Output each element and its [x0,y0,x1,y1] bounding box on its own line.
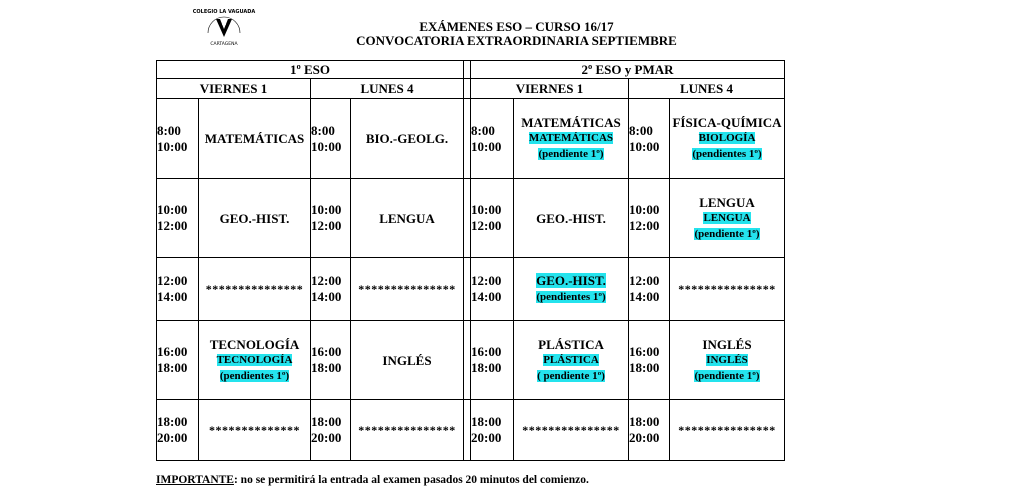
time-slot [311,258,351,321]
start-time: 16:00 [311,344,342,359]
time-slot [311,99,351,179]
time-slot [629,321,670,400]
time-slot [629,179,670,258]
exam-subject-cell [514,179,629,258]
day-header: VIERNES 1 [157,79,311,99]
start-time: 12:00 [311,273,342,288]
time-slot [471,321,514,400]
no-exam-placeholder: *************** [358,422,456,437]
subject-name: PLÁSTICA [538,336,604,352]
important-note [156,474,589,486]
exam-subject-cell [199,321,311,400]
note-text: : no se permitirá la entrada al examen pasados 20 minutos del comienzo. [233,474,589,486]
subject-name: LENGUA [379,210,435,226]
note-label: IMPORTANTE [156,474,234,486]
schedule-row [157,258,785,321]
no-exam-placeholder: ************** [209,422,300,437]
schedule-row [157,179,785,258]
time-slot [157,179,199,258]
start-time: 8:00 [157,122,181,138]
no-exam-placeholder: *************** [205,281,304,296]
end-time: 10:00 [311,138,342,154]
end-time: 12:00 [471,218,502,233]
pending-subject-highlight: MATEMÁTICAS [528,132,614,144]
pending-note: (pendiente 1º) [538,148,604,160]
exam-subject-cell [351,99,464,179]
start-time: 10:00 [311,202,342,217]
pending-subject-highlight: TECNOLOGÍA [216,353,293,366]
group-header-1eso: 1º ESO [157,61,464,79]
start-time: 16:00 [157,344,188,359]
time-slot [471,99,514,179]
exam-subject-cell [514,99,629,179]
time-slot [629,258,670,321]
time-slot [311,400,351,461]
start-time: 16:00 [471,344,502,359]
pending-note: ( pendiente 1º) [537,369,605,382]
subject-name: MATEMÁTICAS [204,131,305,146]
start-time: 10:00 [471,202,502,217]
time-slot [157,99,199,179]
group-header-2eso: 2º ESO y PMAR [471,61,785,79]
subject-name: TECNOLOGÍA [209,336,300,352]
day-header: LUNES 4 [311,79,464,99]
exam-subject-cell [199,99,311,179]
subject-name: INGLÉS [382,352,432,368]
pending-note: (pendiente 1º) [694,227,760,240]
time-slot [311,321,351,400]
exam-subject-cell [514,258,629,321]
pending-subject-highlight: BIOLOGÍA [698,132,756,144]
exam-subject-cell [670,179,785,258]
end-time: 10:00 [157,138,188,154]
end-time: 20:00 [311,430,342,445]
end-time: 14:00 [471,289,502,304]
subject-name: GEO.-HIST. [219,210,290,226]
subject-name: GEO.-HIST. [536,210,606,226]
start-time: 12:00 [471,273,502,288]
exam-subject-cell [351,179,464,258]
start-time: 12:00 [157,273,188,288]
end-time: 12:00 [311,218,342,233]
day-header: LUNES 4 [629,79,785,99]
end-time: 10:00 [629,138,660,154]
end-time: 18:00 [311,360,342,375]
time-slot [157,400,199,461]
exam-subject-cell [199,258,311,321]
pending-note: (pendientes 1º) [219,369,290,382]
no-exam-placeholder: *************** [678,422,776,437]
document-title: EXÁMENES ESO – CURSO 16/17 [419,19,614,34]
exam-subject-cell [670,258,785,321]
no-exam-placeholder: *************** [522,422,620,437]
end-time: 10:00 [471,138,502,154]
exam-schedule-table [156,60,785,461]
end-time: 14:00 [311,289,342,304]
end-time: 18:00 [471,360,502,375]
end-time: 14:00 [629,289,660,304]
end-time: 12:00 [157,218,188,233]
end-time: 20:00 [157,430,188,445]
exam-subject-cell [670,99,785,179]
exam-subject-cell [199,179,311,258]
time-slot [629,99,670,179]
end-time: 20:00 [629,430,660,445]
start-time: 8:00 [311,122,335,138]
no-exam-placeholder: *************** [358,281,456,296]
start-time: 8:00 [629,122,653,138]
exam-subject-cell [514,321,629,400]
schedule-row [157,400,785,461]
subject-name: FÍSICA-QUÍMICA [672,115,782,130]
pending-subject-highlight: LENGUA [703,211,751,224]
end-time: 14:00 [157,289,188,304]
start-time: 10:00 [629,202,660,217]
end-time: 12:00 [629,218,660,233]
exam-subject-cell [199,400,311,461]
pending-note: (pendiente 1º) [694,369,760,382]
subject-name: BIO.-GEOLG. [365,131,449,146]
start-time: 10:00 [157,202,188,217]
end-time: 18:00 [629,360,660,375]
start-time: 8:00 [471,122,495,138]
schedule-row [157,321,785,400]
exam-subject-cell [670,321,785,400]
end-time: 18:00 [157,360,188,375]
exam-subject-cell [351,400,464,461]
start-time: 18:00 [311,414,342,429]
schedule-row [157,99,785,179]
time-slot [471,179,514,258]
svg-text:COLEGIO LA VAGUADA: COLEGIO LA VAGUADA [192,9,256,15]
start-time: 16:00 [629,344,660,359]
no-exam-placeholder: *************** [678,281,776,296]
svg-text:CARTAGENA: CARTAGENA [210,42,238,47]
time-slot [157,258,199,321]
exam-subject-cell [670,400,785,461]
document-subtitle: CONVOCATORIA EXTRAORDINARIA SEPTIEMBRE [356,33,677,48]
day-header: VIERNES 1 [471,79,629,99]
subject-name: LENGUA [699,194,755,210]
start-time: 18:00 [157,414,188,429]
time-slot [311,179,351,258]
subject-name: INGLÉS [702,336,752,352]
exam-subject-cell [514,400,629,461]
pending-subject-highlight: INGLÉS [706,353,748,366]
end-time: 20:00 [471,430,502,445]
start-time: 18:00 [471,414,502,429]
start-time: 18:00 [629,414,660,429]
pending-note: (pendientes 1º) [692,148,762,160]
time-slot [629,400,670,461]
pending-subject-highlight: PLÁSTICA [543,353,599,366]
pending-note: (pendientes 1º) [536,291,606,303]
pending-subject-highlight: GEO.-HIST. [536,273,606,288]
start-time: 12:00 [629,273,660,288]
subject-name: MATEMÁTICAS [521,115,621,130]
exam-subject-cell [351,258,464,321]
time-slot [471,258,514,321]
time-slot [157,321,199,400]
time-slot [471,400,514,461]
exam-subject-cell [351,321,464,400]
